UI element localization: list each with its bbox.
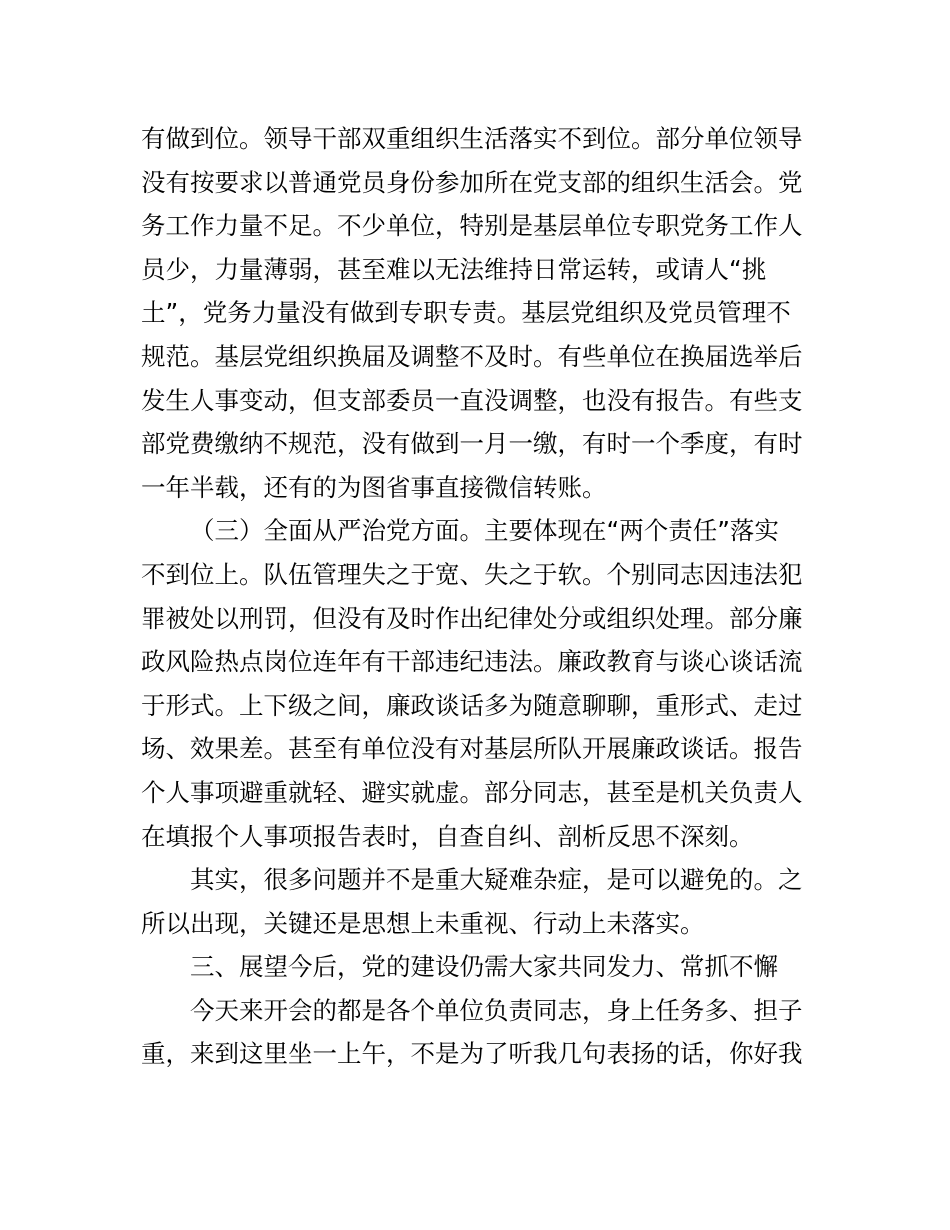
text-line: 政风险热点岗位连年有干部违纪违法。廉政教育与谈心谈话流 — [141, 647, 803, 677]
text-line: 规范。基层党组织换届及调整不及时。有些单位在换届选举后 — [141, 341, 803, 371]
section-heading — [141, 945, 811, 989]
text-line: 一年半载，还有的为图省事直接微信转账。 — [141, 472, 607, 502]
paragraph-outlook — [141, 989, 811, 1076]
text-line: 不到位上。队伍管理失之于宽、失之于软。个别同志因违法犯 — [141, 559, 803, 589]
text-line: （三）全面从严治党方面。主要体现在“两个责任”落实 — [190, 516, 779, 546]
body-text — [141, 117, 811, 1076]
paragraph-strict-governance — [141, 509, 811, 858]
text-line: 发生人事变动，但支部委员一直没调整，也没有报告。有些支 — [141, 385, 803, 415]
text-line: 于形式。上下级之间，廉政谈话多为随意聊聊，重形式、走过 — [141, 690, 803, 720]
text-line: 务工作力量不足。不少单位，特别是基层单位专职党务工作人 — [141, 211, 803, 241]
text-line: 罪被处以刑罚，但没有及时作出纪律处分或组织处理。部分廉 — [141, 603, 803, 633]
text-line: 其实，很多问题并不是重大疑难杂症，是可以避免的。之 — [190, 865, 803, 895]
heading-line: 三、展望今后，党的建设仍需大家共同发力、常抓不懈 — [190, 952, 778, 982]
text-line: 没有按要求以普通党员身份参加所在党支部的组织生活会。党 — [141, 167, 803, 197]
text-line: 土”，党务力量没有做到专职专责。基层党组织及党员管理不 — [141, 298, 791, 328]
text-line: 部党费缴纳不规范，没有做到一月一缴，有时一个季度，有时 — [141, 429, 803, 459]
text-line: 员少，力量薄弱，甚至难以无法维持日常运转，或请人“挑 — [141, 254, 767, 284]
paragraph-party-work — [141, 117, 811, 509]
text-line: 场、效果差。甚至有单位没有对基层所队开展廉政谈话。报告 — [141, 734, 803, 764]
text-line: 在填报个人事项报告表时，自查自纠、剖析反思不深刻。 — [141, 821, 754, 851]
text-line: 个人事项避重就轻、避实就虚。部分同志，甚至是机关负责人 — [141, 777, 803, 807]
text-line: 今天来开会的都是各个单位负责同志，身上任务多、担子 — [190, 995, 803, 1025]
text-line: 有做到位。领导干部双重组织生活落实不到位。部分单位领导 — [141, 124, 803, 153]
text-line: 所以出现，关键还是思想上未重视、行动上未落实。 — [141, 908, 705, 938]
paragraph-summary — [141, 858, 811, 945]
text-line: 重，来到这里坐一上午，不是为了听我几句表扬的话，你好我 — [141, 1039, 803, 1069]
